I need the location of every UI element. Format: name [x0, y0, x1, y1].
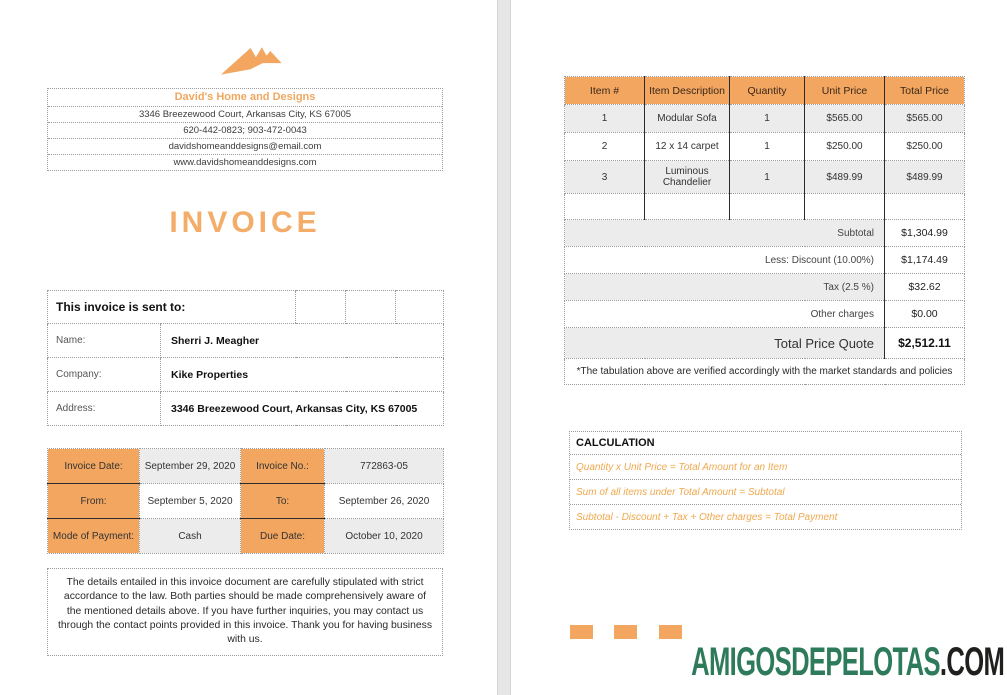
tabulation-note: *The tabulation above are verified accordingly with the market standards and policies [565, 359, 965, 385]
col-header-description: Item Description [645, 77, 730, 105]
page-gap-divider [497, 0, 511, 695]
item-unit-price: $250.00 [805, 133, 885, 161]
watermark-brand: AMIGOSDEPELOTAS [690, 640, 940, 684]
item-description: 12 x 14 carpet [645, 133, 730, 161]
calculation-line: Quantity x Unit Price = Total Amount for an Item [570, 454, 961, 479]
summary-row-discount [565, 247, 965, 274]
payment-mode-label: Mode of Payment: [48, 519, 140, 554]
item-no: 3 [565, 161, 645, 194]
item-total-price [885, 194, 965, 220]
page-title: INVOICE [169, 206, 321, 239]
col-header-total-price: Total Price [885, 77, 965, 105]
item-no [565, 194, 645, 220]
summary-row-subtotal [565, 220, 965, 247]
recipient-address-label: Address: [48, 392, 161, 426]
invoice-no-value: 772863-05 [325, 449, 444, 484]
orange-square-icon [614, 625, 637, 639]
item-total-price: $565.00 [885, 105, 965, 133]
recipient-row-name [48, 324, 444, 358]
total-quote-label: Total Price Quote [565, 328, 885, 359]
subtotal-label: Subtotal [565, 220, 885, 247]
invoice-page-1 [0, 0, 497, 695]
company-address: 3346 Breezewood Court, Arkansas City, KS 67005 [48, 106, 442, 122]
total-quote-value: $2,512.11 [885, 328, 965, 359]
item-description: Luminous Chandelier [645, 161, 730, 194]
company-website: www.davidshomeanddesigns.com [48, 154, 442, 170]
col-header-quantity: Quantity [730, 77, 805, 105]
due-date-value: October 10, 2020 [325, 519, 444, 554]
company-contact-card [47, 88, 443, 171]
to-value: September 26, 2020 [325, 484, 444, 519]
calculation-title: CALCULATION [576, 437, 655, 449]
from-label: From: [48, 484, 140, 519]
item-quantity: 1 [730, 105, 805, 133]
details-row-1 [48, 449, 444, 484]
invoice-page-2 [511, 0, 1007, 695]
item-quantity [730, 194, 805, 220]
item-unit-price [805, 194, 885, 220]
subtotal-value: $1,304.99 [885, 220, 965, 247]
discount-value: $1,174.49 [885, 247, 965, 274]
summary-row-total [565, 328, 965, 359]
company-name: David's Home and Designs [174, 91, 316, 103]
col-header-item-no: Item # [565, 77, 645, 105]
company-email: davidshomeanddesigns@email.com [48, 138, 442, 154]
invoice-date-label: Invoice Date: [48, 449, 140, 484]
details-row-3 [48, 519, 444, 554]
item-row [565, 161, 965, 194]
item-row [565, 133, 965, 161]
summary-row-other-charges [565, 301, 965, 328]
col-header-unit-price: Unit Price [805, 77, 885, 105]
item-description [645, 194, 730, 220]
recipient-row-company [48, 358, 444, 392]
items-header-row [565, 77, 965, 105]
orange-square-icon [659, 625, 682, 639]
recipient-row-address [48, 392, 444, 426]
recipient-name-value: Sherri J. Meagher [161, 324, 444, 358]
due-date-label: Due Date: [241, 519, 325, 554]
other-charges-label: Other charges [565, 301, 885, 328]
from-value: September 5, 2020 [140, 484, 241, 519]
recipient-empty-cell [396, 291, 444, 324]
recipient-table [47, 290, 444, 426]
other-charges-value: $0.00 [885, 301, 965, 328]
item-no: 1 [565, 105, 645, 133]
item-quantity: 1 [730, 161, 805, 194]
recipient-company-label: Company: [48, 358, 161, 392]
item-total-price: $250.00 [885, 133, 965, 161]
recipient-empty-cell [296, 291, 346, 324]
recipient-company-value: Kike Properties [161, 358, 444, 392]
recipient-empty-cell [346, 291, 396, 324]
invoice-date-value: September 29, 2020 [140, 449, 241, 484]
company-phone: 620-442-0823; 903-472-0043 [48, 122, 442, 138]
watermark-tld: .COM [939, 640, 1004, 684]
item-description: Modular Sofa [645, 105, 730, 133]
item-no: 2 [565, 133, 645, 161]
details-row-2 [48, 484, 444, 519]
payment-mode-value: Cash [140, 519, 241, 554]
calculation-line: Subtotal - Discount + Tax + Other charges = Total Payment [570, 504, 961, 529]
recipient-address-value: 3346 Breezewood Court, Arkansas City, KS 67005 [161, 392, 444, 426]
calculation-line: Sum of all items under Total Amount = Subtotal [570, 479, 961, 504]
tabulation-note-row [565, 359, 965, 385]
item-row [565, 105, 965, 133]
item-row-empty [565, 194, 965, 220]
item-unit-price: $489.99 [805, 161, 885, 194]
item-quantity: 1 [730, 133, 805, 161]
tax-value: $32.62 [885, 274, 965, 301]
item-total-price: $489.99 [885, 161, 965, 194]
tax-label: Tax (2.5 %) [565, 274, 885, 301]
recipient-heading: This invoice is sent to: [48, 291, 296, 324]
summary-row-tax [565, 274, 965, 301]
discount-label: Less: Discount (10.00%) [565, 247, 885, 274]
orange-square-icon [570, 625, 593, 639]
decorative-squares [570, 625, 699, 644]
mountain-logo-icon [211, 37, 287, 81]
site-watermark [691, 640, 1004, 685]
recipient-name-label: Name: [48, 324, 161, 358]
line-items-table [564, 76, 965, 385]
to-label: To: [241, 484, 325, 519]
calculation-box [569, 431, 962, 530]
item-unit-price: $565.00 [805, 105, 885, 133]
disclaimer-text: The details entailed in this invoice document are carefully stipulated with strict accordance to the law. Both parties should be made comprehensively aware of the mentioned details above. If you have further inquiries, you may contact us through the contact points provided in this invoice. Thank you for having business with us. [47, 568, 443, 656]
invoice-no-label: Invoice No.: [241, 449, 325, 484]
invoice-details-table [47, 448, 444, 554]
